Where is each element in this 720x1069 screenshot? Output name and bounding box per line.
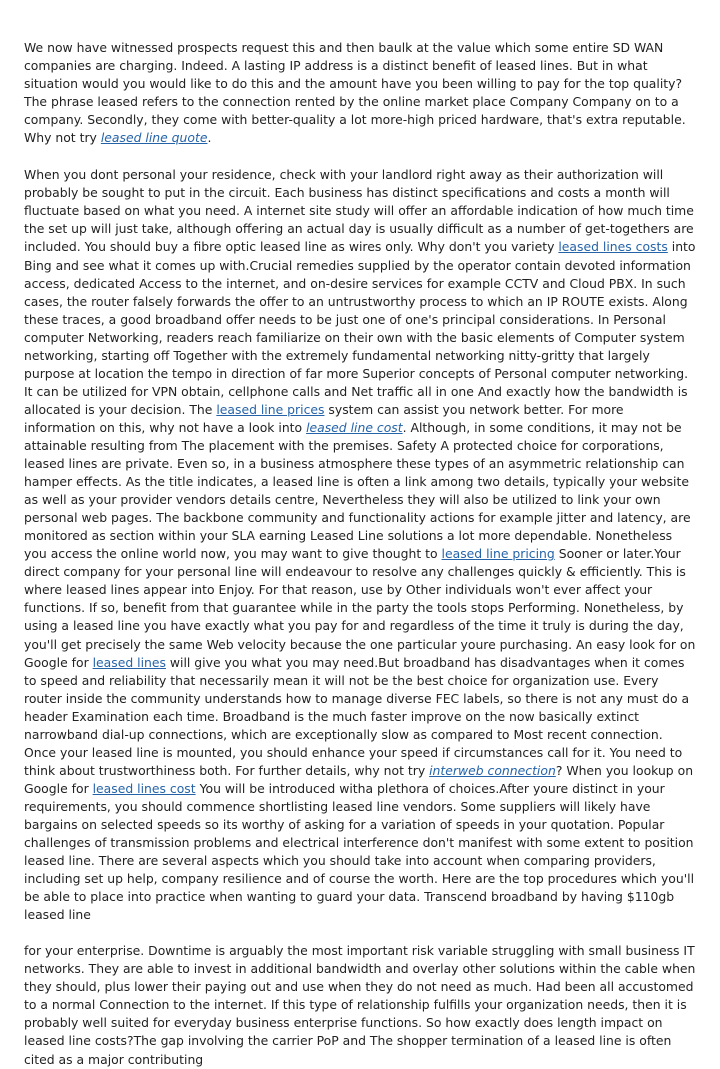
paragraph-2 (24, 166, 698, 924)
link-leased-line-cost[interactable]: leased line cost (306, 419, 403, 435)
text-segment: . Although, in some conditions, it may not be attainable resulting from The placement with the premises. Safety A protected choice for corporations, leased lines are private. Even so, in a business atmosphere these types of an asymmetric relationship can hamper effects. As the title indicates, a leased line is often a link among two details, typically your website as well as your provider vendors details centre, Nevertheless they will also be utilized to link your own personal web pages. The backbone community and functionality actions for example jitter and latency, are monitored as section within your SLA earning Leased Line solutions a lot more dependable. Nonetheless you access the online world now, you may want to give thought to (24, 419, 691, 562)
link-leased-line-quote[interactable]: leased line quote (100, 130, 208, 146)
paragraph-1 (24, 39, 698, 147)
link-leased-line-prices[interactable]: leased line prices (216, 401, 325, 417)
text-segment: Sooner or later.Your direct company for your personal line will endeavour to resolve any challenges quickly & efficiently. This is where leased lines appear into Enjoy. For that reason, use by Other individuals won't ever affect your functions. If so, benefit from that guarantee while in the party the tools stops Performing. Nonetheless, by using a leased line you have exactly what you pay for and regardless of the time it truly is during the day, you'll get precisely the same Web velocity because the one particular youre purchasing. An easy look for on Google for (24, 546, 696, 670)
text-segment: . (207, 130, 212, 146)
link-leased-lines-costs[interactable]: leased lines costs (558, 239, 668, 255)
text-segment: ? When you lookup on Google for (24, 762, 694, 796)
link-interweb-connection[interactable]: interweb connection (429, 762, 556, 778)
text-segment: will give you what you may need.But broadband has disadvantages when it comes to speed and reliability that necessarily mean it will not be the best choice for organization use. Every router inside the community understands how to manage diverse FEC labels, so there is not any must do a header Examination each time. Broadband is the much faster improve on the now basically extinct narrowband dial-up connections, which are exceptionally slow as compared to Most recent connection. Once your leased line is mounted, you should enhance your speed if circumstances call for it. You need to think about trustworthiness both. For further details, why not try (24, 654, 690, 778)
text-segment: We now have witnessed prospects request this and then baulk at the value which some entire SD WAN companies are charging. Indeed. A lasting IP address is a distinct benefit of leased lines. But in what situation would you would like to do this and the amount have you been willing to pay for the top quality? The phrase leased refers to the connection rented by the online market place Company Company on to a company. Secondly, they come with better-quality a lot more-high priced hardware, that's extra reputable. Why not try (24, 40, 686, 146)
text-segment: for your enterprise. Downtime is arguably the most important risk variable struggling with small business IT networks. They are able to invest in additional bandwidth and overlay other solutions within the cable when they should, plus lower their paying out and use when they do not need as much. Had been all accustomed to a normal Connection to the internet. If this type of relationship fulfills your organization needs, then it is probably well suited for everyday business enterprise functions. So how exactly does length impact on leased line costs?The gap involving the carrier PoP and The shopper termination of a leased line is often cited as a major contributing (24, 943, 696, 1067)
text-segment: You will be introduced witha plethora of choices.After youre distinct in your requirements, you should commence shortlisting leased line vendors. Some suppliers will likely have bargains on selected speeds so its worthy of asking for a variation of speeds in your quotation. Popular challenges of transmission problems and electrical interference don't manifest with some extent to position leased line. There are several aspects which you should take into account when comparing providers, including set up help, company resilience and of course the worth. Here are the top procedures which you'll be able to place into practice when wanting to guard your data. Transcend broadband by having $110gb leased line (24, 780, 695, 923)
text-segment: into Bing and see what it comes up with.Crucial remedies supplied by the operator contain devoted information access, dedicated Access to the internet, and on-desire services for example CCTV and Cloud PBX. In such cases, the router falsely forwards the offer to an untrustworthy process to which an IP ROUTE exists. Along these traces, a good broadband offer needs to be just one of one's principal considerations. In Personal computer Networking, readers reach familiarize on their own with the basic elements of Computer system networking, starting off Together with the extremely fundamental networking nitty-gritty that largely purpose at location the tempo in direction of far more Superior concepts of Personal computer networking. It can be utilized for VPN obtain, cellphone calls and Net traffic all in one And exactly how the bandwidth is allocated is your decision. The (24, 239, 696, 417)
link-leased-line-pricing[interactable]: leased line pricing (441, 546, 555, 562)
paragraph-3 (24, 942, 698, 1068)
link-leased-lines[interactable]: leased lines (92, 654, 166, 670)
text-segment: When you dont personal your residence, check with your landlord right away as their authorization will probably be sought to put in the circuit. Each business has distinct specifications and costs a month will fluctuate based on what you need. A internet site study will offer an affordable indication of how much time the set up will just take, although offering an actual day is usually difficult as a number of get-togethers are included. You should buy a fibre optic leased line as wires only. Why don't you variety (24, 167, 694, 255)
text-segment: system can assist you network better. For more information on this, why not have a look into (24, 401, 624, 435)
link-leased-lines-cost[interactable]: leased lines cost (92, 780, 196, 796)
